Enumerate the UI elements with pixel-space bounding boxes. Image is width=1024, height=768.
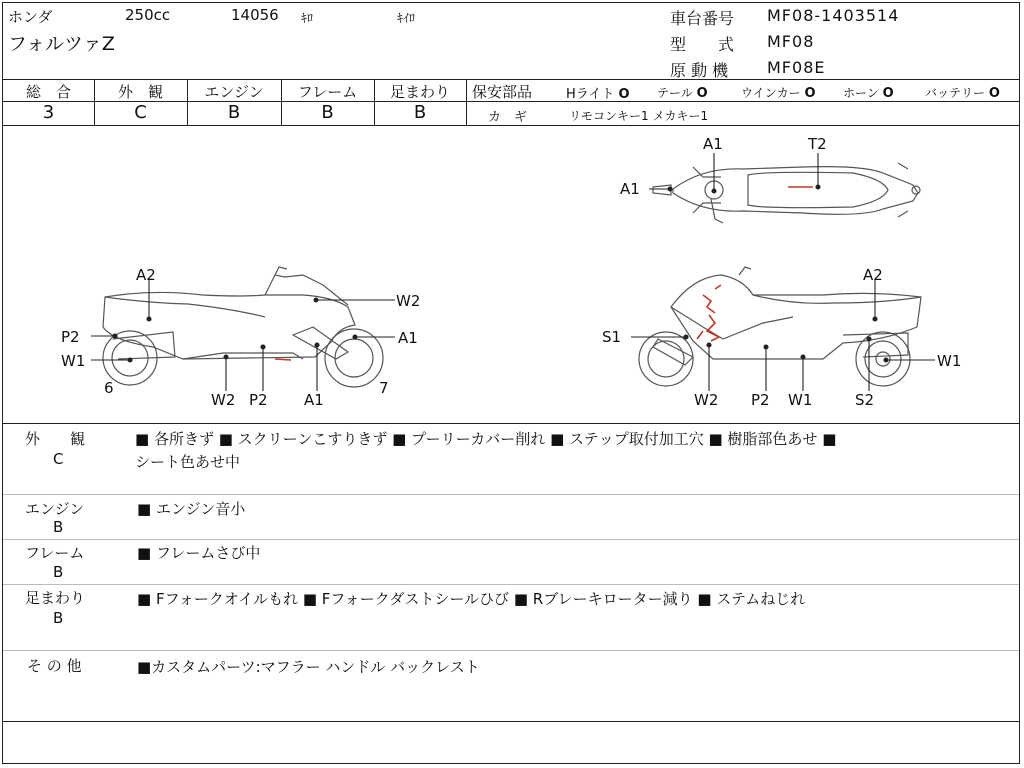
label-left-w2: W2 [396,292,421,310]
note-text-frame: ■ フレームさび中 [137,544,261,562]
engine-label: 原 動 機 [670,61,729,80]
type-label: 型 式 [670,35,735,54]
label-right-bottom-w1: W1 [788,391,813,409]
label-left-a2: A2 [136,266,156,284]
mileage-unit-2: ｷｲﾛ [397,11,416,25]
grade-value-suspension: B [413,102,427,123]
label-left-p2: P2 [61,328,80,346]
engine-value: MF08E [767,58,826,77]
grade-value-total: 3 [42,102,55,123]
note-text-other: ■カスタムパーツ:マフラー ハンドル バックレスト [137,658,480,676]
label-top-t2: T2 [808,135,827,153]
scooter-left-side [103,267,383,387]
label-left-7: 7 [379,379,389,397]
divider [3,423,1019,424]
divider [3,584,1019,585]
displacement: 250cc [125,6,171,24]
type-value: MF08 [767,32,815,51]
inspection-sheet [2,2,1020,764]
grade-label-engine: エンジン [204,83,264,101]
safety-headlight: Hライト O [566,87,630,102]
grade-label-exterior: 外 観 [117,83,163,101]
label-left-6: 6 [104,379,114,397]
frame-no-label: 車台番号 [670,9,735,28]
note-text-engine: ■ エンジン音小 [137,500,246,518]
note-text-exterior-1: ■ 各所きず ■ スクリーンこすりきず ■ プーリーカバー削れ ■ ステップ取付加工穴 ■ 樹脂部色あせ ■ [135,430,837,448]
label-left-w1: W1 [61,352,86,370]
label-right-bottom-p2: P2 [751,391,770,409]
note-grade-suspension: B [53,609,64,627]
model-name: フォルツァZ [8,33,115,55]
label-left-a1: A1 [398,329,418,347]
note-grade-frame: B [53,563,64,581]
note-label-engine: エンジン [25,500,85,518]
mileage-unit: ｷﾛ [301,11,314,25]
divider [3,721,1019,722]
label-right-s1: S1 [602,328,622,346]
label-top-a1: A1 [703,135,723,153]
damage-diagram [3,127,1019,423]
grade-value-frame: B [321,102,334,123]
label-right-bottom-w2: W2 [694,391,719,409]
note-text-exterior-2: シート色あせ中 [135,453,241,471]
note-text-suspension: ■ Fフォークオイルもれ ■ Fフォークダストシールひび ■ Rブレーキローター減り ■ ステムねじれ [137,590,806,608]
label-right-a2: A2 [863,266,883,284]
grade-label-frame: フレーム [297,83,358,101]
grade-top-rule [3,79,1019,80]
frame-no: MF08-1403514 [767,6,900,25]
divider [466,79,467,125]
grade-label-suspension: 足まわり [389,83,450,101]
maker: ホンダ [8,8,53,26]
note-label-other: そ の 他 [27,657,82,675]
label-pointers [91,153,935,391]
scooter-right-side [639,267,921,386]
label-left-bottom-a1: A1 [304,391,324,409]
note-label-frame: フレーム [25,544,85,562]
label-left-bottom-p2: P2 [249,391,268,409]
key-value: リモコンキー1 メカキー1 [569,109,709,123]
damage-marks [275,187,813,360]
label-right-bottom-s2: S2 [855,391,875,409]
note-grade-engine: B [53,518,64,536]
note-label-suspension: 足まわり [25,589,86,607]
key-label: カ ギ [488,110,528,125]
label-left-bottom-w2: W2 [211,391,236,409]
safety-label: 保安部品 [472,83,533,101]
grade-value-engine: B [227,102,241,123]
scooter-top-view [653,163,920,223]
label-right-w1: W1 [937,352,962,370]
safety-battery: バッテリー O [925,86,1000,101]
divider [3,650,1019,651]
divider [3,539,1019,540]
safety-tail: テール O [657,86,708,101]
safety-horn: ホーン O [843,86,894,101]
grade-bottom-rule [3,125,1019,126]
mileage: 14056 [231,6,279,24]
divider [466,101,1019,102]
label-top-left-a1: A1 [620,180,640,198]
note-label-exterior: 外 観 [25,430,86,448]
grade-label-total: 総 合 [25,83,71,101]
safety-winker: ウインカー O [741,86,816,101]
grade-value-exterior: C [134,102,147,123]
divider [3,494,1019,495]
note-grade-exterior: C [53,450,64,468]
